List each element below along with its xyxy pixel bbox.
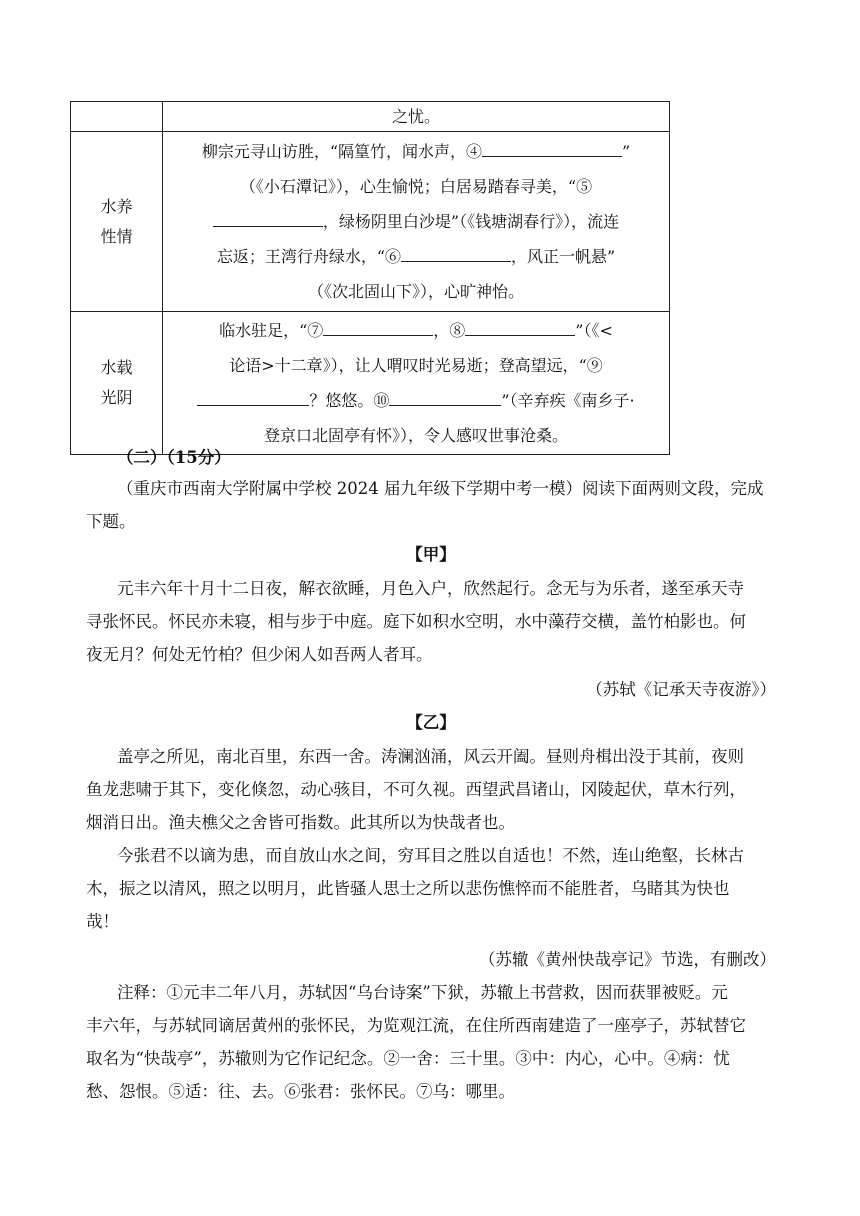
jia-line: 元丰六年十月十二日夜，解衣欲睡，月色入户，欣然起行。念无与为乐者，遂至承天寺 xyxy=(117,579,744,598)
row2-line4: 忘返；王湾行舟绿水，“⑥ ，风正一帆悬” xyxy=(163,239,669,274)
poetry-fill-table xyxy=(70,101,670,455)
jia-line: 夜无月？何处无竹柏？但少闲人如吾两人者耳。 xyxy=(86,645,433,664)
row3-line2: 论语>十二章》），让人喟叹时光易逝；登高望远，“⑨ xyxy=(229,356,603,375)
yi-source: （苏辙《黄州快哉亭记》节选，有删改） xyxy=(479,950,776,969)
table-row xyxy=(71,312,670,455)
yi-title: 【乙】 xyxy=(406,713,456,732)
row2-label-cell xyxy=(71,132,163,312)
row2-line1: 柳宗元寻山访胜，“隔篁竹，闻水声，④ ” xyxy=(163,134,669,169)
row2-content-cell xyxy=(163,132,670,312)
jia-source: （苏轼《记承天寺夜游》） xyxy=(586,680,776,699)
note-line: 取名为“快哉亭”，苏辙则为它作记纪念。②一舍：三十里。③中：内心，心中。④病：忧 xyxy=(86,1049,730,1068)
yi-line: 烟消日出。渔夫樵父之舍皆可指数。此其所以为快哉者也。 xyxy=(86,813,515,832)
yi-line: 鱼龙悲啸于其下，变化倏忽，动心骇目，不可久视。西望武昌诸山，冈陵起伏，草木行列， xyxy=(86,780,746,799)
fill-blank-5[interactable] xyxy=(213,208,323,227)
note-line: 丰六年，与苏轼同谪居黄州的张怀民，为览观江流，在住所西南建造了一座亭子，苏轼替它 xyxy=(86,1016,746,1035)
yi-line: 哉！ xyxy=(86,912,119,931)
section-heading: （二）（15分） xyxy=(117,448,231,467)
jia-title: 【甲】 xyxy=(406,545,456,564)
intro-line: （重庆市西南大学附属中学校 2024 届九年级下学期中考一模）阅读下面两则文段，完成 xyxy=(117,479,764,498)
fill-blank-4[interactable] xyxy=(482,138,622,157)
row2-label-line2: 性情 xyxy=(100,226,133,246)
fill-blank-7[interactable] xyxy=(323,317,433,336)
table-row xyxy=(71,102,670,132)
row3-content-cell xyxy=(163,312,670,455)
row2-line5: （《次北固山下》），心旷神怡。 xyxy=(307,282,524,301)
row3-line3: ？悠悠。⑩ ”（辛弃疾《南乡子· xyxy=(163,383,669,418)
intro-line: 下题。 xyxy=(86,512,136,531)
fill-blank-9[interactable] xyxy=(197,387,309,406)
row1-line: 之忧。 xyxy=(391,107,440,126)
notes xyxy=(86,976,776,1108)
row2-line2: （《小石潭记》），心生愉悦；白居易踏春寻美，“⑤ xyxy=(239,177,593,196)
row1-label-cell xyxy=(71,102,163,132)
row2-line3: ，绿杨阴里白沙堤”（《钱塘湖春行》），流连 xyxy=(163,204,669,239)
row3-label-line1: 水载 xyxy=(100,358,133,377)
row3-line4: 登京口北固亭有怀》），令人感叹世事沧桑。 xyxy=(263,426,568,445)
yi-line: 盖亭之所见，南北百里，东西一舍。涛澜汹涌，风云开阖。昼则舟楫出没于其前，夜则 xyxy=(117,747,744,766)
table-row xyxy=(71,132,670,312)
fill-blank-10[interactable] xyxy=(389,387,501,406)
row2-label-line1: 水养 xyxy=(100,196,133,216)
row3-line1: 临水驻足，“⑦ ，⑧ ”（《< xyxy=(163,313,669,348)
fill-blank-8[interactable] xyxy=(465,317,575,336)
fill-blank-6[interactable] xyxy=(401,243,511,262)
note-line: 愁、怨恨。⑤适：往、去。⑥张君：张怀民。⑦乌：哪里。 xyxy=(86,1082,515,1101)
jia-passage xyxy=(86,572,776,671)
yi-passage xyxy=(86,740,776,938)
row3-label-cell xyxy=(71,312,163,455)
yi-line: 今张君不以谪为患，而自放山水之间，穷耳目之胜以自适也！不然，连山绝壑，长林古 xyxy=(117,846,744,865)
section-intro xyxy=(86,472,776,538)
jia-line: 寻张怀民。怀民亦未寝，相与步于中庭。庭下如积水空明，水中藻荇交横，盖竹柏影也。何 xyxy=(86,612,746,631)
row1-content-cell xyxy=(163,102,670,132)
row3-label-line2: 光阴 xyxy=(100,388,133,407)
yi-line: 木，振之以清风，照之以明月，此皆骚人思士之所以悲伤憔悴而不能胜者，乌睹其为快也 xyxy=(86,879,730,898)
note-line: 注释：①元丰二年八月，苏轼因“乌台诗案”下狱，苏辙上书营救，因而获罪被贬。元 xyxy=(117,983,728,1002)
